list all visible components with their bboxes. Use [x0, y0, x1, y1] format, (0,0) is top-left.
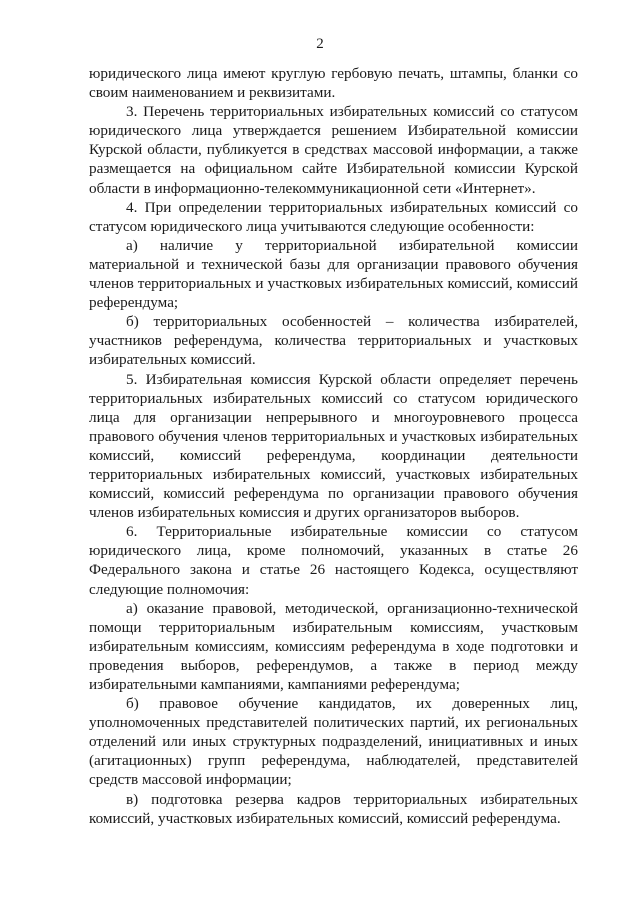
paragraph-item-5: 5. Избирательная комиссия Курской области определяет перечень территориальных избирательных комиссий со статусом юридического лица для организации непрерывного и многоуровневого процесса правового обучения членов территориальных и участковых избирательных комиссий, комиссий референдума, координации деятельности территориальных избирательных комиссий, участковых избирательных комиссий, комиссий референдума по организации правового обучения членов избирательных комиссия и других организаторов выборов. — [89, 370, 578, 522]
paragraph-item-6b: б) правовое обучение кандидатов, их доверенных лиц, уполномоченных представителей политических партий, их региональных отделений или иных структурных подразделений, инициативных и иных (агитационных) групп референдума, наблюдателей, представителей средств массовой информации; — [89, 695, 578, 789]
document-body — [89, 64, 578, 828]
paragraph-item-6c: в) подготовка резерва кадров территориальных избирательных комиссий, участковых избирательных комиссий, комиссий референдума. — [89, 790, 578, 827]
paragraph-continuation: юридического лица имеют круглую гербовую печать, штампы, бланки со своим наименованием и реквизитами. — [89, 65, 578, 102]
paragraph-item-4: 4. При определении территориальных избирательных комиссий со статусом юридического лица учитываются следующие особенности: — [89, 198, 578, 235]
paragraph-item-3: 3. Перечень территориальных избирательных комиссий со статусом юридического лица утверждается решением Избирательной комиссии Курской области, публикуется в средствах массовой информации, а также размещается на официальном сайте Избирательной комиссии Курской области в информационно-телекоммуникационной сети «Интернет». — [89, 103, 578, 197]
paragraph-item-4a: а) наличие у территориальной избирательной комиссии материальной и технической базы для организации правового обучения членов территориальных и участковых избирательных комиссий, комиссий референдума; — [89, 236, 578, 312]
paragraph-item-6: 6. Территориальные избирательные комиссии со статусом юридического лица, кроме полномочий, указанных в статье 26 Федерального закона и статье 26 настоящего Кодекса, осуществляют следующие полномочия: — [89, 523, 578, 598]
paragraph-item-4b: б) территориальных особенностей – количества избирателей, участников референдума, количества территориальных и участковых избирательных комиссий. — [89, 313, 578, 369]
paragraph-item-6a: а) оказание правовой, методической, организационно-технической помощи территориальным избирательным комиссиям, участковым избирательным комиссиям, комиссиям референдума в ходе подготовки и проведения выборов, референдумов, а также в период между избирательными кампаниями, кампаниями референдума; — [89, 599, 578, 693]
page-number: 2 — [316, 36, 324, 52]
